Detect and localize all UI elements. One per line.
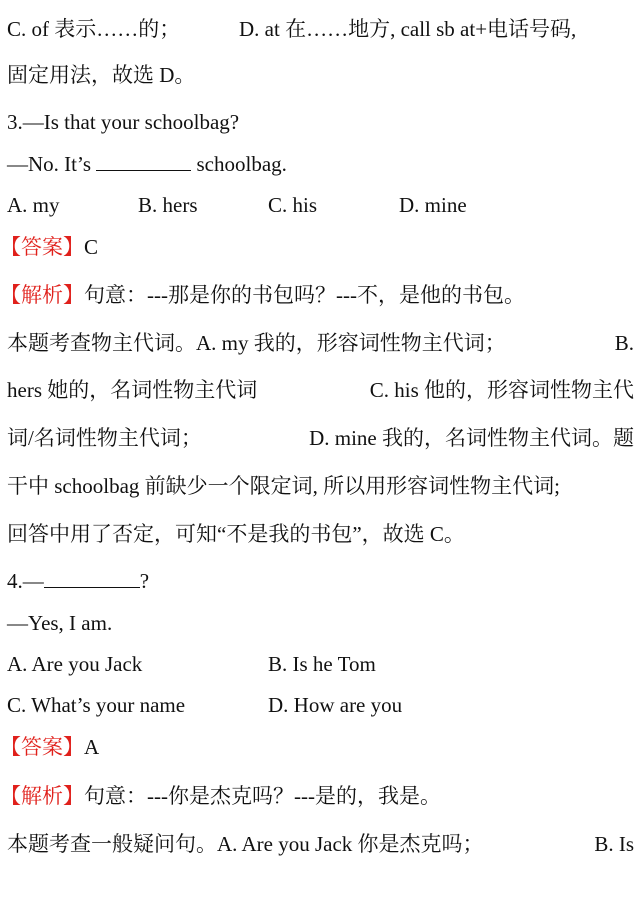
text-segment: 本题考查一般疑问句。A. Are you Jack 你是杰克吗； [7, 832, 484, 856]
explanation-sentence-meaning: 句意：---那是你的书包吗？---不，是他的书包。 [84, 283, 525, 307]
answer-3 [0, 234, 634, 260]
explanation-3-line-2 [7, 377, 634, 403]
option-a: A. Are you Jack [7, 652, 143, 676]
option-d: D. mine [399, 193, 467, 217]
question-prefix: 4.— [7, 569, 44, 593]
question-3-reply [7, 151, 634, 177]
question-4-options-row-1 [7, 651, 634, 677]
answer-blank [44, 569, 140, 588]
explanation-3-line-1 [7, 330, 634, 356]
option-b: B. Is he Tom [268, 652, 376, 676]
answer-blank [96, 152, 191, 171]
text-segment: 本题考查物主代词。A. my 我的，形容词性物主代词； [7, 331, 506, 355]
question-4-options-row-2 [7, 692, 634, 718]
explanation-3-line-3 [7, 425, 634, 451]
text-segment: C. his 他的，形容词性物主代 [369, 378, 634, 402]
explanation-sentence-meaning: 句意：---你是杰克吗？---是的，我是。 [84, 784, 441, 808]
answer-4 [0, 734, 634, 760]
explanation-3-heading [0, 282, 634, 308]
question-suffix: ? [139, 569, 150, 593]
text-segment: hers 她的，名词性物主代词 [7, 378, 258, 402]
question-4 [7, 568, 634, 594]
option-c: C. What’s your name [7, 693, 186, 717]
option-d: D. How are you [268, 693, 403, 717]
explanation-3-line-4: 干中 schoolbag 前缺少一个限定词, 所以用形容词性物主代词; [7, 474, 560, 498]
answer-tag: 【答案】 [0, 235, 84, 259]
text-segment: B. Is [594, 832, 634, 856]
answer-value: A [84, 735, 100, 759]
line-options-cd [7, 16, 634, 42]
answer-value: C [84, 235, 99, 259]
line-conclusion: 固定用法，故选 D。 [7, 63, 196, 87]
explanation-3-line-5: 回答中用了否定，可知“不是我的书包”，故选 C。 [7, 522, 465, 546]
question-3-options [7, 192, 634, 218]
explanation-tag: 【解析】 [0, 784, 84, 808]
answer-tag: 【答案】 [0, 735, 84, 759]
explanation-4-heading [0, 783, 634, 809]
reply-suffix: schoolbag. [191, 152, 287, 176]
question-4-reply: —Yes, I am. [7, 611, 113, 635]
text-segment: B. [614, 331, 634, 355]
option-a: A. my [7, 193, 60, 217]
explanation-tag: 【解析】 [0, 283, 84, 307]
question-3: 3.—Is that your schoolbag? [7, 110, 240, 134]
explanation-4-line-1 [7, 831, 634, 857]
option-c-explanation: C. of 表示……的； [7, 17, 181, 41]
option-d-explanation: D. at 在……地方, call sb at+电话号码, [239, 17, 577, 41]
option-c: C. his [268, 193, 318, 217]
reply-prefix: —No. It’s [7, 152, 97, 176]
option-b: B. hers [138, 193, 198, 217]
text-segment: 词/名词性物主代词； [7, 426, 202, 450]
text-segment: D. mine 我的，名词性物主代词。题 [309, 426, 634, 450]
